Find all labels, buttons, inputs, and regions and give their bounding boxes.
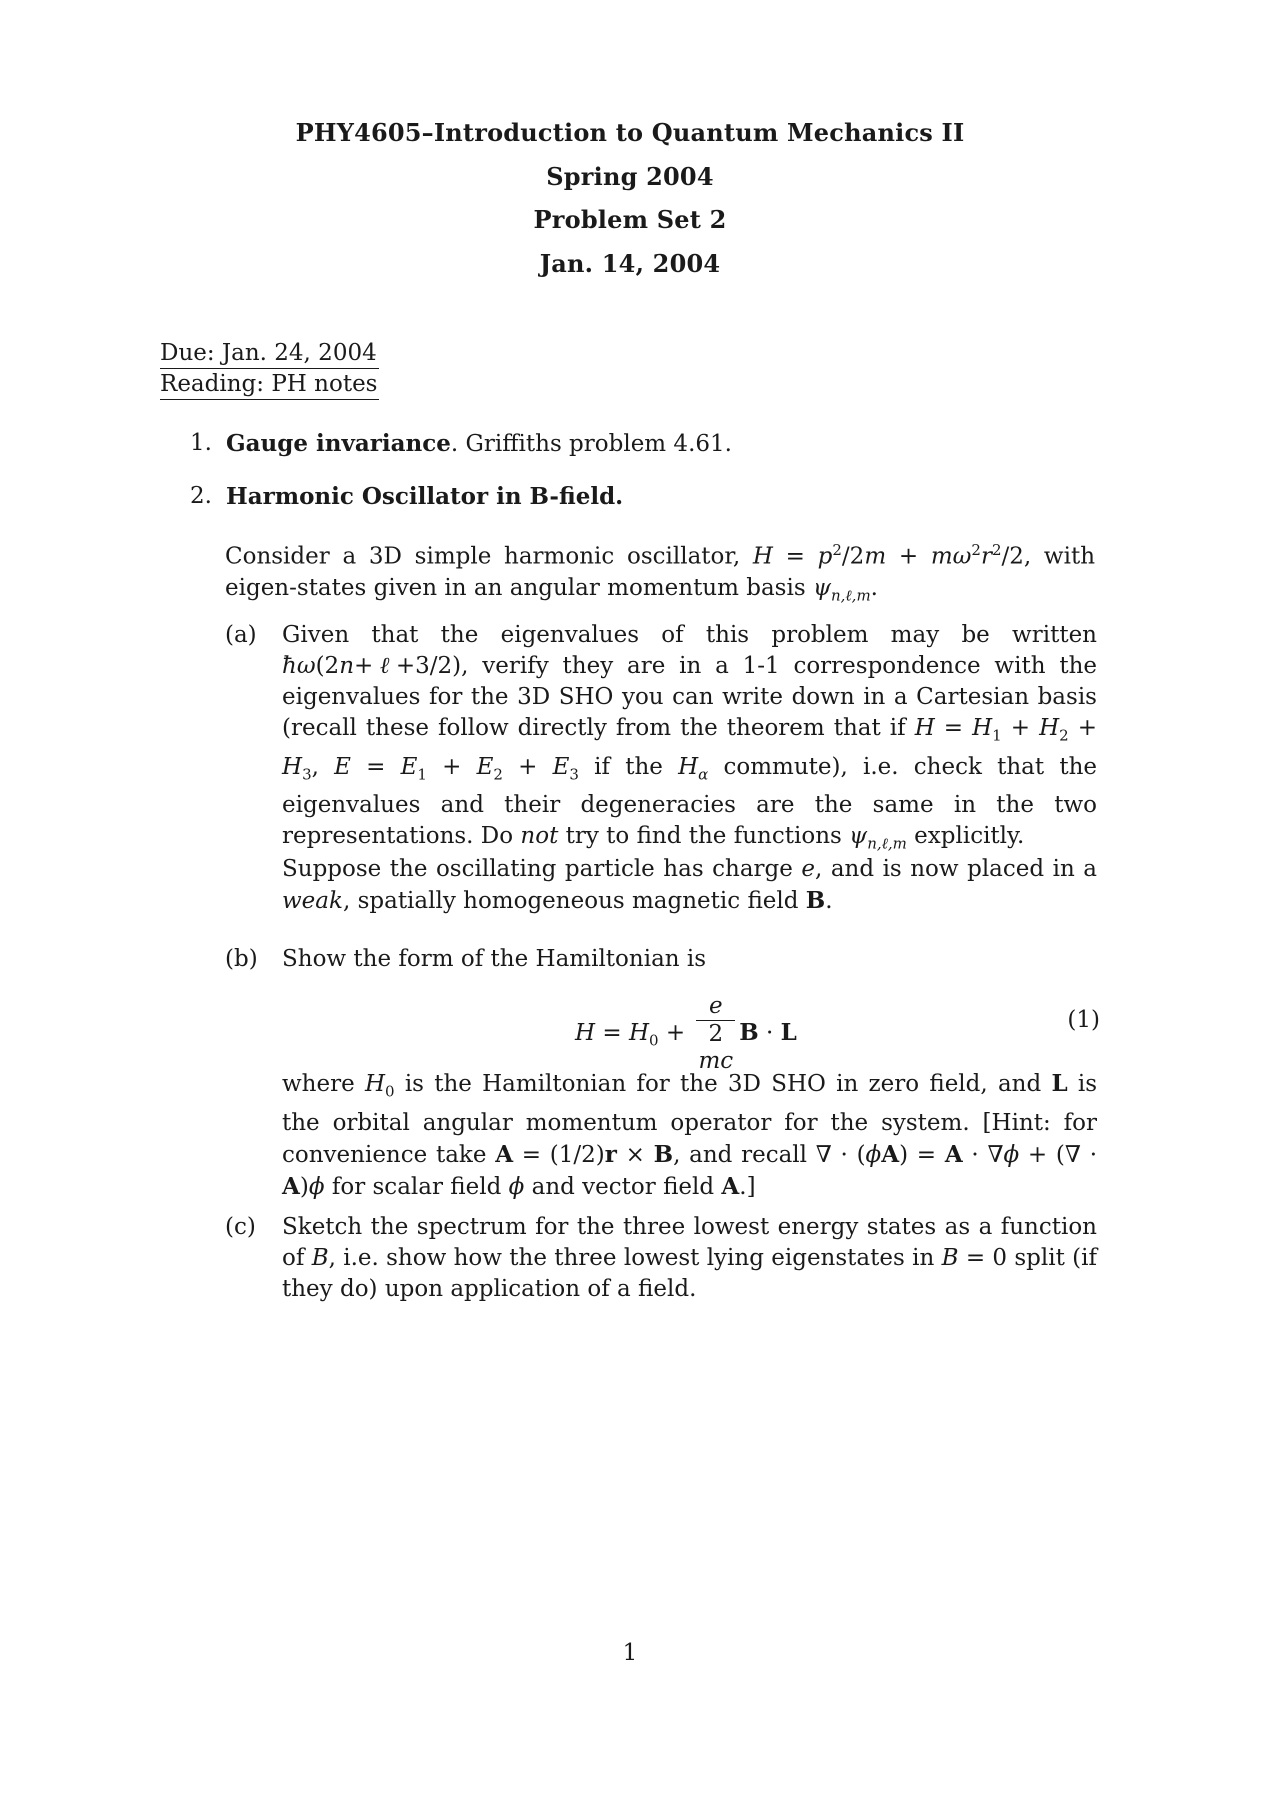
- course-title: PHY4605–Introduction to Quantum Mechanics II: [295, 118, 965, 147]
- problem-set-label: Problem Set 2: [533, 205, 727, 234]
- equation-number: (1): [1067, 1007, 1100, 1033]
- subpart-label: (a): [225, 622, 257, 648]
- problem-number: 1.: [190, 430, 212, 456]
- due-date-line: Due: Jan. 24, 2004: [160, 338, 379, 369]
- due-info-box: [160, 338, 379, 400]
- term-label: Spring 2004: [546, 162, 714, 191]
- reading-line: Reading: PH notes: [160, 369, 379, 400]
- issue-date: Jan. 14, 2004: [539, 249, 721, 278]
- problem-title: Harmonic Oscillator in B-field.: [226, 483, 624, 510]
- subpart-label: (c): [225, 1214, 256, 1240]
- subpart-a-text: Given that the eigenvalues of this problem may be written ħω(2n+ℓ+3/2), verify they are in a 1-1 correspondence with the eigenvalues for the 3D SHO you can write down in a Cartesian basis (recall these follow directly from the theorem that if $H = H_1 + H_2 + H_3$, $E = E_1 + E_2 + E_3$ if the $H_\alpha$ commute), i.e. check that the eigenvalues and their degeneracies are the same in the two representations. Do not try to find the functions $\psi_{n,\ell,m}$ explicitly.: [282, 622, 1097, 853]
- problem-number: 2.: [190, 483, 212, 509]
- equation-explanation: where $H_0$ is the Hamiltonian for the 3D SHO in zero field, and L is the orbital angular momentum operator for the system. [Hint: for convenience take A = (1/2)r × B, and recall ∇ · (ϕA) = A · ∇ϕ + (∇ · A)ϕ for scalar field ϕ and vector field A.]: [282, 1070, 1098, 1200]
- page-number: 1: [622, 1640, 638, 1666]
- problem-title: Gauge invariance: [226, 430, 451, 457]
- subpart-label: (b): [225, 946, 258, 972]
- subpart-c-text: Sketch the spectrum for the three lowest energy states as a function of B, i.e. show how the three lowest lying eigenstates in B = 0 split (if they do) upon application of a field.: [282, 1214, 1097, 1302]
- problem-text: . Griffiths problem 4.61.: [450, 431, 732, 457]
- hamiltonian-equation: $H = H_0$ + e 2 mc B · L (1): [575, 993, 1100, 1074]
- problem-2-intro: Consider a 3D simple harmonic oscillator, $H = p^2/2m + m\omega^2r^2/2$, with eigen-states given in an angular momentum basis $\psi_{n,\ell,m}$.: [225, 541, 1096, 605]
- field-setup-paragraph: Suppose the oscillating particle has charge e, and is now placed in a weak, spatially homogeneous magnetic field B.: [282, 856, 1097, 914]
- subpart-b-text: Show the form of the Hamiltonian is: [282, 946, 707, 972]
